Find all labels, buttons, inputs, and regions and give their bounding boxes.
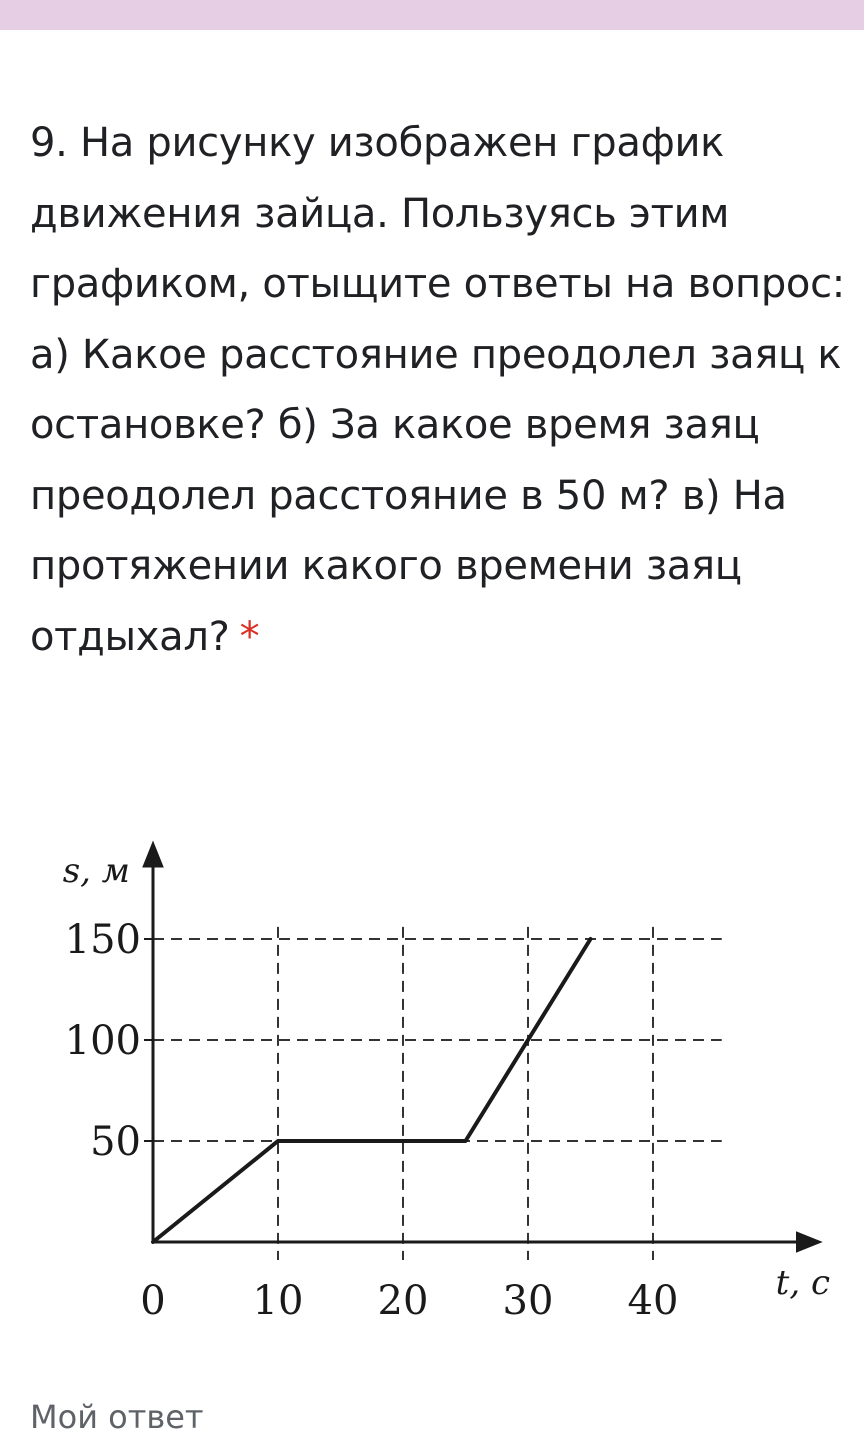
motion-line — [153, 939, 591, 1242]
x-tick-label: 30 — [502, 1278, 554, 1324]
motion-chart — [0, 820, 864, 1340]
x-axis-label: t, c — [775, 1263, 830, 1303]
y-axis-label: s, м — [62, 851, 130, 891]
my-answer-label: Мой ответ — [30, 1398, 204, 1436]
y-tick-label: 150 — [64, 917, 141, 963]
y-tick-label: 100 — [64, 1018, 141, 1064]
form-header-bar — [0, 0, 864, 30]
question-body: 9. На рисунку изображен график движения зайца. Пользуясь этим графиком, отыщите ответы на вопрос: а) Какое расстояние преодолел заяц к остановке? б) За какое время заяц преодолел расстояние в 50 м? в) На протяжении какого времени заяц отдыхал? — [30, 120, 845, 660]
required-asterisk: * — [239, 613, 260, 660]
y-tick-label: 50 — [90, 1119, 141, 1165]
x-tick-label: 20 — [377, 1278, 429, 1324]
x-tick-label: 40 — [627, 1278, 679, 1324]
question-text — [30, 108, 850, 672]
x-tick-label: 10 — [252, 1278, 304, 1324]
x-tick-label: 0 — [140, 1278, 166, 1324]
